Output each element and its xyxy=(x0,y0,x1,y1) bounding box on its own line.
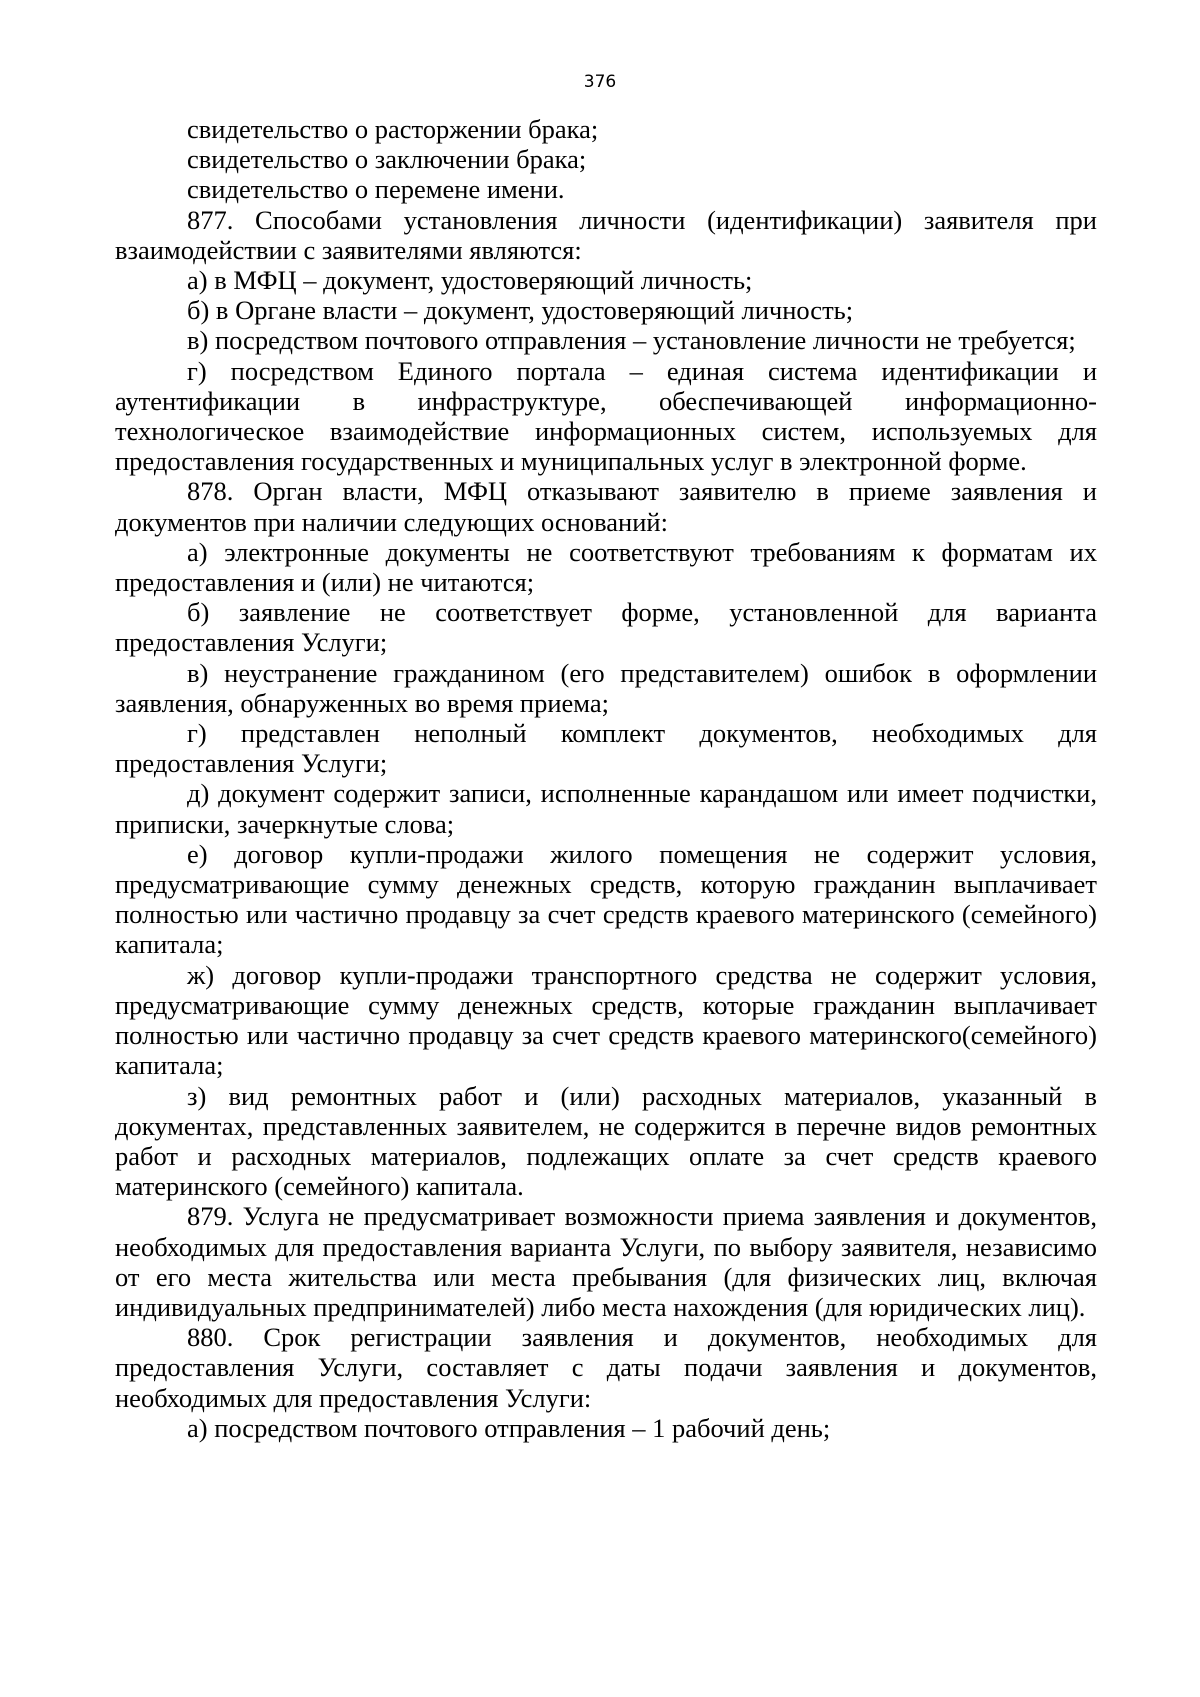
paragraph-877: 877. Способами установления личности (идентификации) заявителя при взаимодействии с заявителями являются: xyxy=(115,204,1097,265)
paragraph: свидетельство о заключении брака; xyxy=(187,144,587,175)
paragraph: ж) договор купли-продажи транспортного средства не содержит условия, предусматривающие сумму денежных средств, которые гражданин выплачивает полностью или частично продавцу за счет средств краевого материнского(семейного) капитала; xyxy=(115,959,1097,1081)
paragraph: в) посредством почтового отправления – установление личности не требуется; xyxy=(187,325,1076,356)
page-number: 376 xyxy=(583,72,617,92)
paragraph: в) неустранение гражданином (его представителем) ошибок в оформлении заявления, обнаруженных во время приема; xyxy=(115,657,1097,718)
paragraph: з) вид ремонтных работ и (или) расходных материалов, указанный в документах, представленных заявителем, не содержится в перечне видов ремонтных работ и расходных материалов, подлежащих оплате за счет средств краевого материнского (семейного) капитала. xyxy=(115,1080,1097,1202)
paragraph: е) договор купли-продажи жилого помещения не содержит условия, предусматривающие сумму денежных средств, которую гражданин выплачивает полностью или частично продавцу за счет средств краевого материнского (семейного) капитала; xyxy=(115,838,1097,960)
paragraph: свидетельство о перемене имени. xyxy=(187,174,565,205)
paragraph: г) представлен неполный комплект документов, необходимых для предоставления Услуги; xyxy=(115,718,1097,779)
paragraph-878: 878. Орган власти, МФЦ отказывают заявителю в приеме заявления и документов при наличии следующих оснований: xyxy=(115,476,1097,537)
paragraph: а) электронные документы не соответствуют требованиям к форматам их предоставления и (или) не читаются; xyxy=(115,536,1097,598)
paragraph-880: 880. Срок регистрации заявления и документов, необходимых для предоставления Услуги, составляет с даты подачи заявления и документов, необходимых для предоставления Услуги: xyxy=(115,1322,1097,1413)
paragraph: б) в Органе власти – документ, удостоверяющий личность; xyxy=(187,295,854,326)
paragraph: г) посредством Единого портала – единая система идентификации и аутентификации в инфраструктуре, обеспечивающей информационно-технологическое взаимодействие информационных систем, используемых для предоставления государственных и муниципальных услуг в электронной форме. xyxy=(115,355,1097,477)
paragraph: свидетельство о расторжении брака; xyxy=(187,114,599,144)
paragraph: а) посредством почтового отправления – 1 рабочий день; xyxy=(187,1412,831,1443)
paragraph: а) в МФЦ – документ, удостоверяющий личность; xyxy=(187,265,753,296)
paragraph: д) документ содержит записи, исполненные карандашом или имеет подчистки, приписки, зачеркнутые слова; xyxy=(115,778,1097,839)
document-body xyxy=(115,114,1097,1443)
paragraph: б) заявление не соответствует форме, установленной для варианта предоставления Услуги; xyxy=(115,597,1097,658)
paragraph-879: 879. Услуга не предусматривает возможности приема заявления и документов, необходимых для предоставления варианта Услуги, по выбору заявителя, независимо от его места жительства или места пребывания (для физических лиц, включая индивидуальных предпринимателей) либо места нахождения (для юридических лиц). xyxy=(115,1201,1097,1322)
